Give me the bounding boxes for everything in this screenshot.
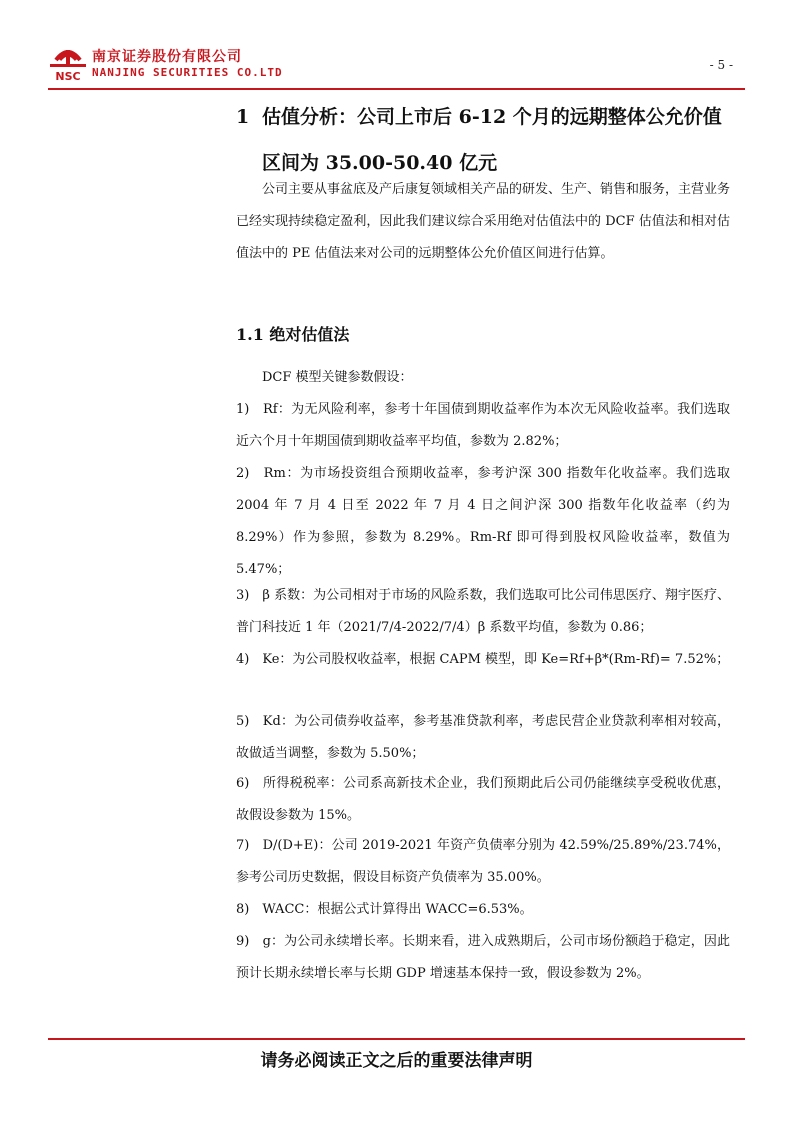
list-item: 5) Kd：为公司债券收益率，参考基准贷款利率，考虑民营企业贷款利率相对较高，故做适当调整，参数为 5.50%； bbox=[236, 714, 730, 761]
header-divider bbox=[48, 88, 745, 90]
company-name-cn: 南京证券股份有限公司 bbox=[92, 49, 242, 65]
section-heading bbox=[236, 94, 736, 186]
list-item: 1) Rf：为无风险利率，参考十年国债到期收益率作为本次无风险收益率。我们选取近六个月十年期国债到期收益率平均值，参数为 2.82%； bbox=[236, 402, 730, 449]
list-item: 2) Rm：为市场投资组合预期收益率，参考沪深 300 指数年化收益率。我们选取 2004 年 7 月 4 日至 2022 年 7 月 4 日之间沪深 300 指数年化收益率（约为 8.29%）作为参照，参数为 8.29%。Rm-Rf 即可得到股权风险收益率，数值为 5.47%； bbox=[236, 466, 730, 577]
list-item: 9) g：为公司永续增长率。长期来看，进入成熟期后，公司市场份额趋于稳定，因此预计长期永续增长率与长期 GDP 增速基本保持一致，假设参数为 2%。 bbox=[236, 934, 730, 981]
page-number: - 5 - bbox=[709, 58, 733, 72]
list-item: 6) 所得税税率：公司系高新技术企业，我们预期此后公司仍能继续享受税收优惠，故假设参数为 15%。 bbox=[236, 776, 730, 823]
subsection-heading: 1.1 绝对估值法 bbox=[236, 325, 350, 344]
list-item: 8) WACC：根据公式计算得出 WACC=6.53%。 bbox=[236, 902, 533, 917]
page-header bbox=[48, 40, 745, 92]
list-item: 7) D/(D+E)：公司 2019-2021 年资产负债率分别为 42.59%/25.89%/23.74%，参考公司历史数据，假设目标资产负债率为 35.00%。 bbox=[236, 838, 730, 885]
footer-divider bbox=[48, 1038, 745, 1040]
section-number: 1 bbox=[236, 106, 250, 128]
logo-text: NSC bbox=[55, 70, 81, 83]
legal-notice: 请务必阅读正文之后的重要法律声明 bbox=[260, 1051, 533, 1071]
nsc-logo-icon bbox=[48, 42, 88, 84]
company-name-en: NANJING SECURITIES CO.LTD bbox=[92, 66, 283, 79]
intro-paragraph: 公司主要从事盆底及产后康复领域相关产品的研发、生产、销售和服务，主营业务已经实现持续稳定盈利，因此我们建议综合采用绝对估值法中的 DCF 估值法和相对估值法中的 PE 估值法来对公司的远期整体公允价值区间进行估算。 bbox=[236, 182, 731, 261]
list-item: 3) β 系数：为公司相对于市场的风险系数，我们选取可比公司伟思医疗、翔宇医疗、普门科技近 1 年（2021/7/4-2022/7/4）β 系数平均值，参数为 0.86； bbox=[236, 588, 730, 635]
section-title: 估值分析：公司上市后 6-12 个月的远期整体公允价值区间为 35.00-50.40 亿元 bbox=[262, 106, 722, 174]
list-item: 4) Ke：为公司股权收益率，根据 CAPM 模型，即 Ke=Rf+β*(Rm-Rf)= 7.52%； bbox=[236, 652, 730, 667]
dcf-lead: DCF 模型关键参数假设： bbox=[262, 370, 413, 385]
